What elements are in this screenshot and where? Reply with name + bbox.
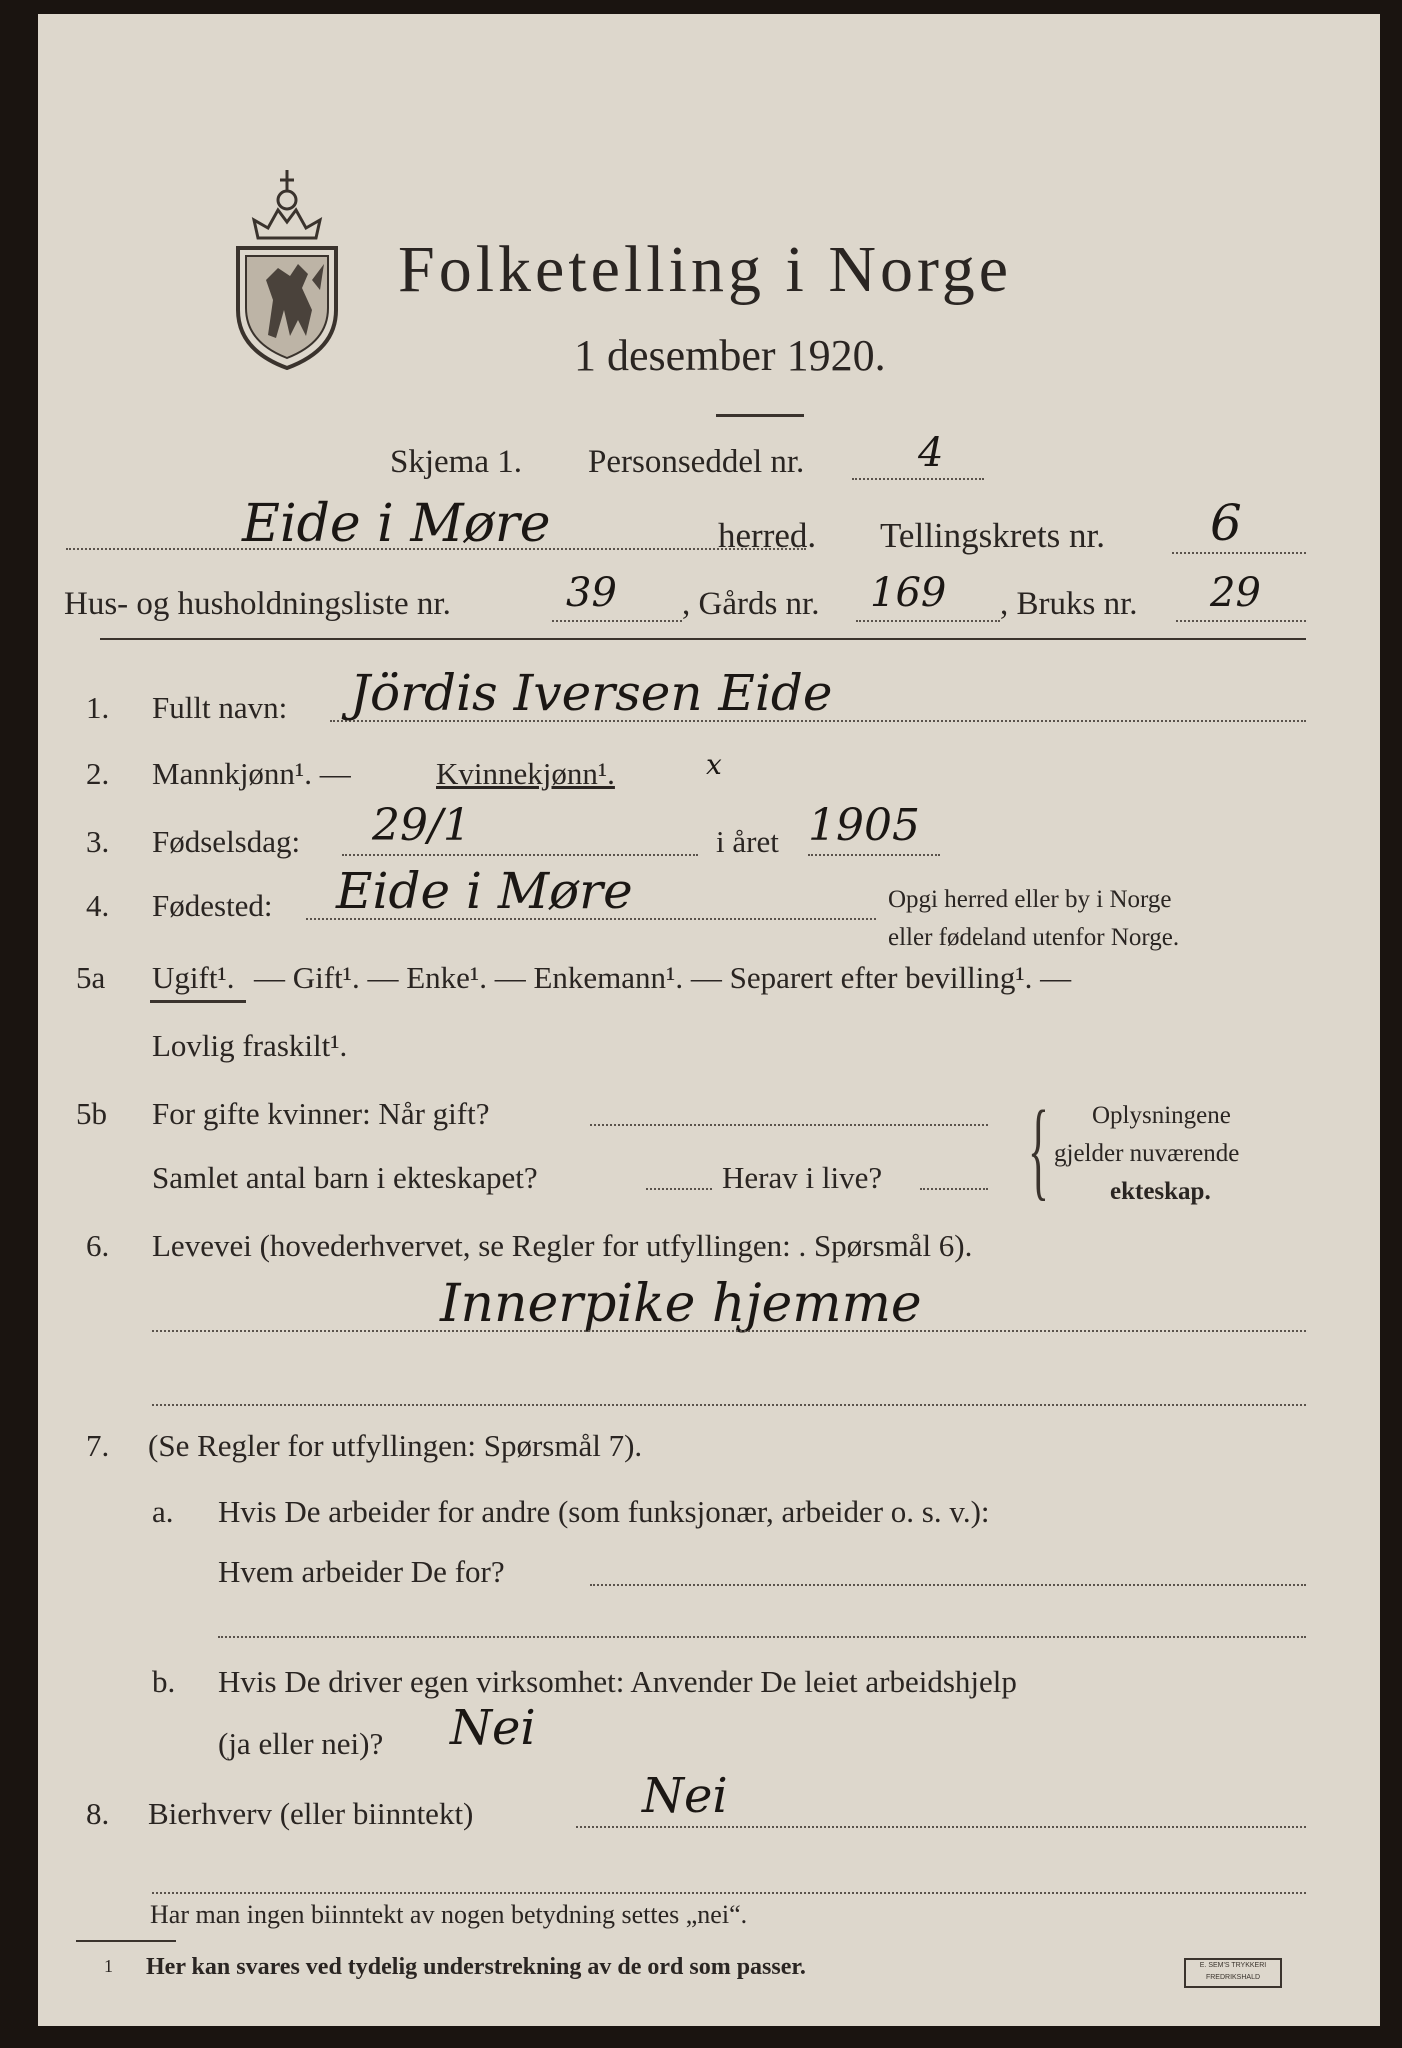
q7a-line1: Hvis De arbeider for andre (som funksjonær, arbeider o. s. v.): xyxy=(218,1494,990,1529)
q7a-letter: a. xyxy=(152,1494,174,1529)
q3-year-label: i året xyxy=(716,824,779,859)
norwegian-coat-of-arms-icon xyxy=(228,160,346,370)
q6-label: Levevei (hovederhvervet, se Regler for utfyllingen: . Spørsmål 6). xyxy=(152,1228,973,1263)
footnote-number: 1 xyxy=(104,1956,113,1976)
q5b-note-1: Oplysningene xyxy=(1092,1102,1231,1129)
bruks-label: , Bruks nr. xyxy=(1000,586,1138,622)
hired-help-value: Nei xyxy=(450,1700,536,1756)
footnote-divider xyxy=(76,1940,176,1942)
census-date: 1 desember 1920. xyxy=(574,331,886,380)
q6-number: 6. xyxy=(86,1228,110,1263)
personseddel-value: 4 xyxy=(918,430,944,476)
q5a-number: 5a xyxy=(76,960,106,995)
personseddel-field[interactable] xyxy=(852,478,984,480)
q7-number: 7. xyxy=(86,1428,110,1463)
q2-kvinnekjonn: Kvinnekjønn¹. xyxy=(436,756,615,791)
gards-value: 169 xyxy=(870,570,947,616)
printer-line-2: FREDRIKSHALD xyxy=(1205,1974,1261,1981)
birthday-value: 29/1 xyxy=(372,800,471,851)
q2-number: 2. xyxy=(86,756,110,791)
q5b-brace: { xyxy=(1027,1088,1049,1210)
q5b-line2b: Herav i live? xyxy=(722,1160,883,1195)
occupation-value: Innerpike hjemme xyxy=(440,1274,922,1334)
personseddel-label: Personseddel nr. xyxy=(588,444,805,480)
herred-value: Eide i Møre xyxy=(242,494,551,554)
footnote-text: Her kan svares ved tydelig understrekning av de ord som passer. xyxy=(146,1954,806,1980)
form-title: Folketelling i Norge xyxy=(398,233,1013,306)
q2-mark: x xyxy=(706,748,722,781)
q4-note-1: Opgi herred eller by i Norge xyxy=(888,886,1172,913)
title-divider xyxy=(716,414,804,417)
birthplace-value: Eide i Møre xyxy=(336,862,633,920)
skjema-label: Skjema 1. xyxy=(390,444,522,480)
employer-field-1[interactable] xyxy=(590,1584,1306,1586)
q2-mannkjonn: Mannkjønn¹. — xyxy=(152,756,351,791)
q5a-fraskilt: Lovlig fraskilt¹. xyxy=(152,1028,348,1063)
q1-label: Fullt navn: xyxy=(152,690,288,725)
gards-label: , Gårds nr. xyxy=(682,586,820,622)
birth-year-value: 1905 xyxy=(808,800,920,851)
full-name-value: Jördis Iversen Eide xyxy=(350,664,833,722)
side-income-field-2[interactable] xyxy=(152,1892,1306,1894)
hus-label: Hus- og husholdningsliste nr. xyxy=(64,586,451,622)
married-date-field[interactable] xyxy=(590,1124,988,1126)
q5b-line2a: Samlet antal barn i ekteskapet? xyxy=(152,1160,538,1195)
q4-number: 4. xyxy=(86,888,110,923)
q3-label: Fødselsdag: xyxy=(152,824,301,859)
herred-label: herred. xyxy=(718,516,817,555)
q7b-line1: Hvis De driver egen virksomhet: Anvender De leiet arbeidshjelp xyxy=(218,1664,1017,1699)
q7-label: (Se Regler for utfyllingen: Spørsmål 7). xyxy=(148,1428,643,1463)
q4-label: Fødested: xyxy=(152,888,273,923)
side-income-note: Har man ingen biinntekt av nogen betydning settes „nei“. xyxy=(150,1900,748,1929)
q1-number: 1. xyxy=(86,690,110,725)
q5b-number: 5b xyxy=(76,1096,107,1131)
tellingskrets-value: 6 xyxy=(1210,494,1242,552)
q7b-line2: (ja eller nei)? xyxy=(218,1726,384,1761)
q5b-line1: For gifte kvinner: Når gift? xyxy=(152,1096,490,1131)
tellingskrets-label: Tellingskrets nr. xyxy=(880,516,1106,555)
q7b-letter: b. xyxy=(152,1664,176,1699)
bruks-field[interactable] xyxy=(1176,620,1306,622)
hus-field[interactable] xyxy=(552,620,682,622)
children-total-field[interactable] xyxy=(646,1188,712,1190)
q5a-options: — Gift¹. — Enke¹. — Enkemann¹. — Separert efter bevilling¹. — xyxy=(254,960,1072,995)
gards-field[interactable] xyxy=(856,620,1000,622)
q3-number: 3. xyxy=(86,824,110,859)
occupation-field-1[interactable] xyxy=(152,1330,1306,1332)
q8-number: 8. xyxy=(86,1796,110,1831)
side-income-value: Nei xyxy=(642,1768,728,1824)
q8-label: Bierhverv (eller biinntekt) xyxy=(148,1796,474,1831)
tellingskrets-field[interactable] xyxy=(1172,552,1306,554)
q5b-note-2: gjelder nuværende xyxy=(1054,1140,1240,1167)
bruks-value: 29 xyxy=(1210,570,1261,616)
q4-note-2: eller fødeland utenfor Norge. xyxy=(888,924,1180,951)
q7a-line2: Hvem arbeider De for? xyxy=(218,1554,505,1589)
occupation-field-2[interactable] xyxy=(152,1404,1306,1406)
printer-line-1: E. SEM'S TRYKKERI xyxy=(1199,1962,1267,1969)
q5b-note-3: ekteskap. xyxy=(1110,1178,1211,1205)
birthday-field[interactable] xyxy=(342,854,698,856)
ugift-underline xyxy=(150,1000,246,1003)
birth-year-field[interactable] xyxy=(808,854,940,856)
printer-stamp xyxy=(1184,1958,1282,1988)
hus-value: 39 xyxy=(566,570,617,616)
side-income-field-1[interactable] xyxy=(576,1826,1306,1828)
employer-field-2[interactable] xyxy=(218,1636,1306,1638)
header-separator xyxy=(100,638,1306,640)
q5a-ugift: Ugift¹. xyxy=(152,960,235,995)
children-alive-field[interactable] xyxy=(920,1188,988,1190)
